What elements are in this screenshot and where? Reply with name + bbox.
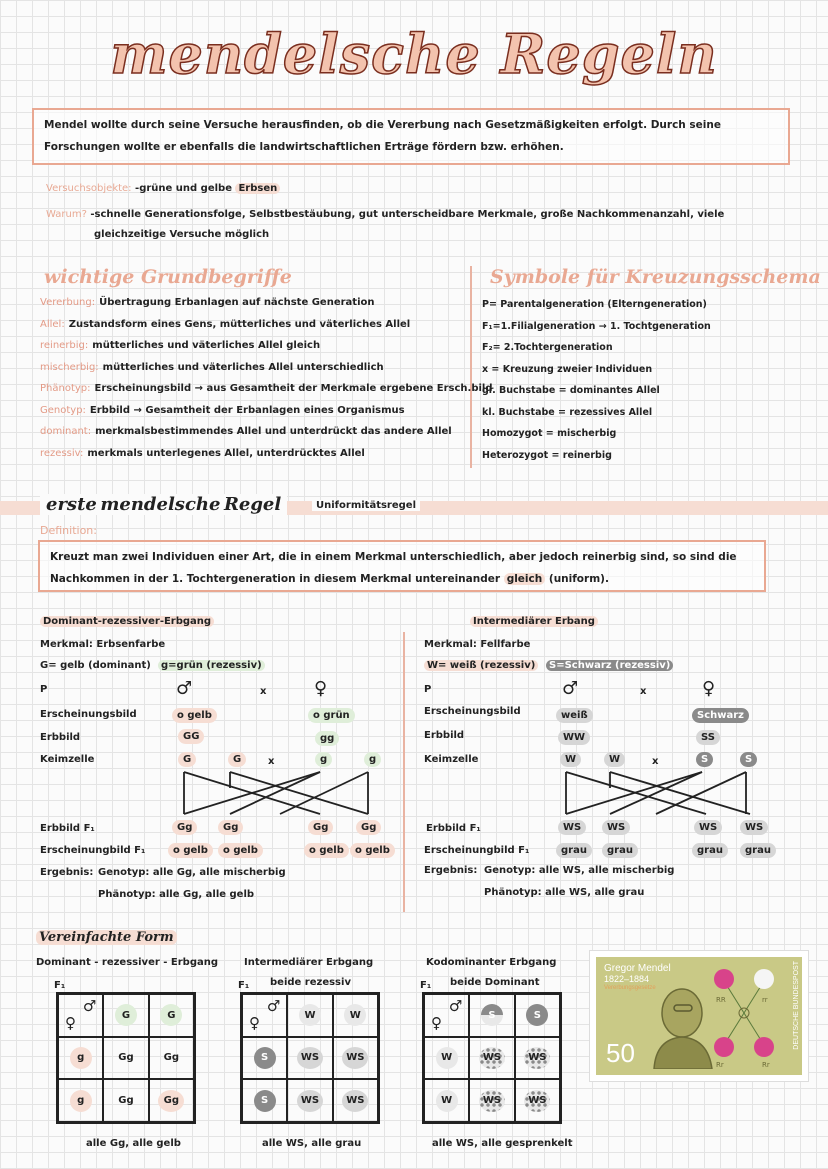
int-f1-2: WS — [602, 820, 630, 835]
int-f1-4: WS — [740, 820, 768, 835]
int-allele-b: S=Schwarz (rezessiv) — [546, 660, 673, 671]
objects-value: -grüne und gelbe — [135, 183, 232, 194]
stamp-artwork — [596, 957, 802, 1075]
rule1-heading-b: mendelsche — [100, 494, 221, 515]
term-name: Genotyp: — [40, 404, 86, 416]
term-row — [40, 319, 410, 330]
dom-row-geno: Erbbild — [40, 732, 81, 743]
int-row-pheno: Erscheinungsbild — [424, 706, 521, 717]
grid2-cell-4: WS — [333, 1079, 378, 1122]
stamp-rr4: Rr — [762, 1061, 770, 1069]
grid1-title: Dominant - rezessiver - Erbgang — [36, 957, 218, 968]
term-definition: merkmalsbestimmendes Allel und unterdrückt das andere Allel — [95, 426, 452, 437]
dom-f1-label: Erbbild F₁ — [40, 823, 95, 834]
int-line-6 — [610, 772, 702, 814]
int-f1-pheno-label: Erscheinungbild F₁ — [424, 845, 530, 856]
term-name: reinerbig: — [40, 340, 89, 351]
grid1-result: alle Gg, alle gelb — [86, 1138, 181, 1149]
term-row — [40, 448, 365, 459]
term-row — [40, 383, 493, 394]
dom-gamete-x: x — [268, 756, 275, 767]
grid1-corner: ♀ ♂ — [58, 994, 103, 1037]
dom-geno-f: gg — [315, 731, 339, 746]
dom-allele-a: G= gelb (dominant) — [40, 660, 151, 671]
int-gamete-3: S — [696, 752, 713, 767]
term-row — [40, 362, 384, 373]
grid1-punnett — [56, 992, 196, 1124]
term-row — [40, 405, 405, 416]
term-row — [40, 340, 320, 351]
dom-f1-1: Gg — [172, 820, 197, 835]
definition-text: Kreuzt man zwei Individuen einer Art, die in einem Merkmal unterschiedlich, aber jedoch reinerbig sind, so sind die Nachkommen in der 1. Tochtergeneration in diesem Merkmal untereinander — [50, 551, 737, 585]
grid1-cell-2: Gg — [149, 1037, 194, 1080]
grid1-top-1: G — [103, 994, 148, 1037]
dom-f1-pheno-4: o gelb — [350, 843, 395, 858]
int-female-symbol: ♀ — [702, 678, 716, 699]
int-gamete-4: S — [740, 752, 757, 767]
stamp-flowers — [706, 963, 782, 1071]
dom-x: x — [260, 686, 267, 697]
int-x: x — [640, 686, 647, 697]
int-male-symbol: ♂ — [562, 678, 579, 699]
int-allele-a: W= weiß (rezessiv) — [424, 660, 538, 671]
grid2-corner: ♀ ♂ — [242, 994, 287, 1037]
int-f1-pheno-2: grau — [602, 843, 638, 858]
objects-label: Versuchsobjekte: — [46, 183, 132, 194]
int-f1-pheno-3: grau — [692, 843, 728, 858]
dom-line-6 — [230, 772, 320, 814]
dom-f1-pheno-2: o gelb — [218, 843, 263, 858]
dom-row-gamete: Keimzelle — [40, 754, 95, 765]
term-definition: mütterliches und väterliches Allel unterschiedlich — [102, 361, 384, 373]
int-f1-1: WS — [558, 820, 586, 835]
int-result-label: Ergebnis: — [424, 865, 478, 876]
grid3-side-2: W — [424, 1079, 469, 1122]
term-row — [40, 297, 375, 308]
int-f1-pheno-1: grau — [556, 843, 592, 858]
simplified-heading: Vereinfachte Form — [36, 930, 177, 945]
grid3-title-b: beide Dominant — [450, 977, 540, 988]
dom-line-8 — [280, 772, 368, 814]
dom-result-pheno: Phänotyp: alle Gg, alle gelb — [98, 889, 255, 900]
term-definition: merkmals unterlegenes Allel, unterdrücktes Allel — [87, 447, 365, 459]
grid3-corner: ♀ ♂ — [424, 994, 469, 1037]
grid3-f1: F₁ — [420, 980, 432, 991]
grid2-f1: F₁ — [238, 980, 250, 991]
term-definition: Erscheinungsbild → aus Gesamtheit der Merkmale ergebene Ersch.bild — [94, 383, 493, 394]
grid2-top-1: W — [287, 994, 332, 1037]
grid3-cell-4: WS — [515, 1079, 560, 1122]
page-title: mendelsche Regeln — [110, 22, 718, 86]
grid1-cell-3: Gg — [103, 1079, 148, 1122]
dom-f1-2: Gg — [218, 820, 243, 835]
term-row — [40, 426, 452, 437]
grid2-result: alle WS, alle grau — [262, 1138, 362, 1149]
dom-pheno-f: o grün — [308, 708, 355, 723]
grid3-side-1: W — [424, 1037, 469, 1080]
grid2-title-b: beide rezessiv — [270, 977, 351, 988]
int-gamete-2: W — [604, 752, 625, 767]
int-geno-m: WW — [558, 730, 590, 745]
dom-row-pheno: Erscheinungsbild — [40, 709, 137, 720]
cross-divider — [403, 632, 405, 912]
dom-pheno-m: o gelb — [172, 708, 217, 723]
int-merkmal: Merkmal: Fellfarbe — [424, 639, 531, 650]
grid2-side-2: S — [242, 1079, 287, 1122]
grid2-cell-2: WS — [333, 1037, 378, 1080]
rule1-heading-c: Regel — [223, 494, 282, 515]
stamp-years: 1822–1884 — [604, 974, 650, 984]
term-definition: Übertragung Erbanlagen auf nächste Generation — [99, 297, 375, 308]
term-name: mischerbig: — [40, 361, 99, 373]
grid3-cell-2: WS — [515, 1037, 560, 1080]
definition-highlight: gleich — [504, 573, 546, 585]
dom-result-geno: Genotyp: alle Gg, alle mischerbig — [98, 867, 286, 878]
int-f1-pheno-4: grau — [740, 843, 776, 858]
why-line — [46, 205, 786, 245]
int-row-geno: Erbbild — [424, 730, 465, 741]
symbols-heading: Symbole für Kreuzungsschema — [490, 266, 821, 288]
dom-result-label: Ergebnis: — [40, 867, 94, 878]
dom-f1-pheno-label: Erscheinungbild F₁ — [40, 845, 146, 856]
dom-f1-pheno-3: o gelb — [304, 843, 349, 858]
stamp-rr1: RR — [716, 996, 726, 1004]
dom-f1-4: Gg — [356, 820, 381, 835]
int-line-8 — [656, 772, 746, 814]
grid2-title-a: Intermediärer Erbgang — [244, 957, 374, 968]
int-gamete-x: x — [652, 756, 659, 767]
term-name: Phänotyp: — [40, 383, 91, 394]
int-pheno-m: weiß — [556, 708, 593, 723]
dom-merkmal: Merkmal: Erbsenfarbe — [40, 639, 166, 650]
definition-end: (uniform). — [548, 573, 609, 585]
why-value: -schnelle Generationsfolge, Selbstbestäubung, gut unterscheidbare Merkmale, große Nachkommenanzahl, viele gleichzeitige Versuche möglich — [90, 209, 725, 240]
term-name: dominant: — [40, 426, 92, 437]
intro-box — [32, 108, 790, 165]
objects-highlight: Erbsen — [235, 183, 280, 194]
int-result-geno: Genotyp: alle WS, alle mischerbig — [484, 865, 675, 876]
term-definition: Erbbild → Gesamtheit der Erbanlagen eines Organismus — [89, 404, 405, 416]
dom-gamete-2: G — [228, 752, 246, 767]
grid1-cell-1: Gg — [103, 1037, 148, 1080]
stamp-caption: Vererbungsgesetze — [604, 985, 656, 991]
stamp-name: Gregor Mendel — [604, 963, 671, 974]
int-cross-lines — [556, 768, 776, 820]
terms-divider — [470, 266, 472, 468]
int-geno-f: SS — [696, 730, 720, 745]
int-result-pheno: Phänotyp: alle WS, alle grau — [484, 887, 645, 898]
grid3-cell-3: WS — [469, 1079, 514, 1122]
int-gamete-1: W — [560, 752, 581, 767]
stamp-country: DEUTSCHE BUNDESPOST — [793, 961, 800, 1050]
dom-female-symbol: ♀ — [314, 678, 328, 699]
grid2-cell-1: WS — [287, 1037, 332, 1080]
symbol-row: gr. Buchstabe = dominantes Allel — [482, 385, 660, 396]
dom-gamete-1: G — [178, 752, 196, 767]
term-name: Vererbung: — [40, 297, 96, 308]
dom-gamete-3: g — [315, 752, 332, 767]
grid3-cell-1: WS — [469, 1037, 514, 1080]
dom-title: Dominant-rezessiver-Erbgang — [40, 616, 214, 627]
rule1-heading-a: erste — [46, 494, 97, 515]
grid3-result: alle WS, alle gesprenkelt — [432, 1138, 573, 1149]
term-name: rezessiv: — [40, 447, 84, 459]
int-title: Intermediärer Erbang — [470, 616, 598, 627]
dom-f1-pheno-1: o gelb — [168, 843, 213, 858]
grid3-punnett — [422, 992, 562, 1124]
grid2-side-1: S — [242, 1037, 287, 1080]
term-definition: mütterliches und väterliches Allel gleich — [92, 340, 321, 351]
intro-text: Mendel wollte durch seine Versuche herausfinden, ob die Vererbung nach Gesetzmäßigkeiten erfolgt. Durch seine Forschungen wollte er ebenfalls die landwirtschaftlichen Erträge fördern bzw. erhöhen. — [44, 119, 722, 153]
grid1-top-2: G — [149, 994, 194, 1037]
grid1-f1: F₁ — [54, 980, 66, 991]
symbol-row: Heterozygot = reinerbig — [482, 449, 612, 461]
terms-heading: wichtige Grundbegriffe — [44, 266, 292, 288]
rule1-subtitle: Uniformitätsregel — [312, 500, 420, 511]
symbol-row: F₂= 2.Tochtergeneration — [482, 342, 613, 353]
grid3-top-1: S — [469, 994, 514, 1037]
symbol-row: P= Parentalgeneration (Elterngeneration) — [482, 299, 707, 310]
grid3-title-a: Kodominanter Erbgang — [426, 957, 557, 968]
mendel-stamp — [590, 951, 808, 1081]
dom-cross-lines — [170, 768, 390, 820]
dom-p: P — [40, 684, 48, 695]
dom-male-symbol: ♂ — [176, 678, 193, 699]
term-name: Allel: — [40, 318, 65, 330]
symbol-row: kl. Buchstabe = rezessives Allel — [482, 406, 653, 418]
symbol-row: Homozygot = mischerbig — [482, 428, 617, 439]
objects-line — [46, 183, 280, 194]
stamp-rr2: rr — [762, 996, 768, 1004]
grid3-top-2: S — [515, 994, 560, 1037]
definition-label: Definition: — [40, 524, 97, 537]
int-f1-3: WS — [694, 820, 722, 835]
int-p: P — [424, 684, 432, 695]
grid1-cell-4: Gg — [149, 1079, 194, 1122]
int-f1-label: Erbbild F₁ — [426, 823, 481, 834]
stamp-value: 50 — [606, 1038, 635, 1068]
symbol-row: F₁=1.Filialgeneration → 1. Tochtgeneration — [482, 320, 711, 332]
grid2-top-2: W — [333, 994, 378, 1037]
why-label: Warum? — [46, 209, 87, 220]
dom-f1-3: Gg — [308, 820, 333, 835]
int-row-gamete: Keimzelle — [424, 754, 479, 765]
grid1-side-1: g — [58, 1037, 103, 1080]
symbol-row: x = Kreuzung zweier Individuen — [482, 363, 653, 375]
rule1-heading — [40, 494, 287, 515]
dom-geno-m: GG — [178, 729, 204, 744]
grid2-cell-3: WS — [287, 1079, 332, 1122]
int-pheno-f: Schwarz — [692, 708, 749, 723]
grid2-punnett — [240, 992, 380, 1124]
definition-box — [38, 540, 766, 592]
term-definition: Zustandsform eines Gens, mütterliches und väterliches Allel — [68, 318, 411, 330]
dom-allele-b: g=grün (rezessiv) — [158, 660, 265, 671]
dom-gamete-4: g — [364, 752, 381, 767]
stamp-rr3: Rr — [716, 1061, 724, 1069]
grid1-side-2: g — [58, 1079, 103, 1122]
